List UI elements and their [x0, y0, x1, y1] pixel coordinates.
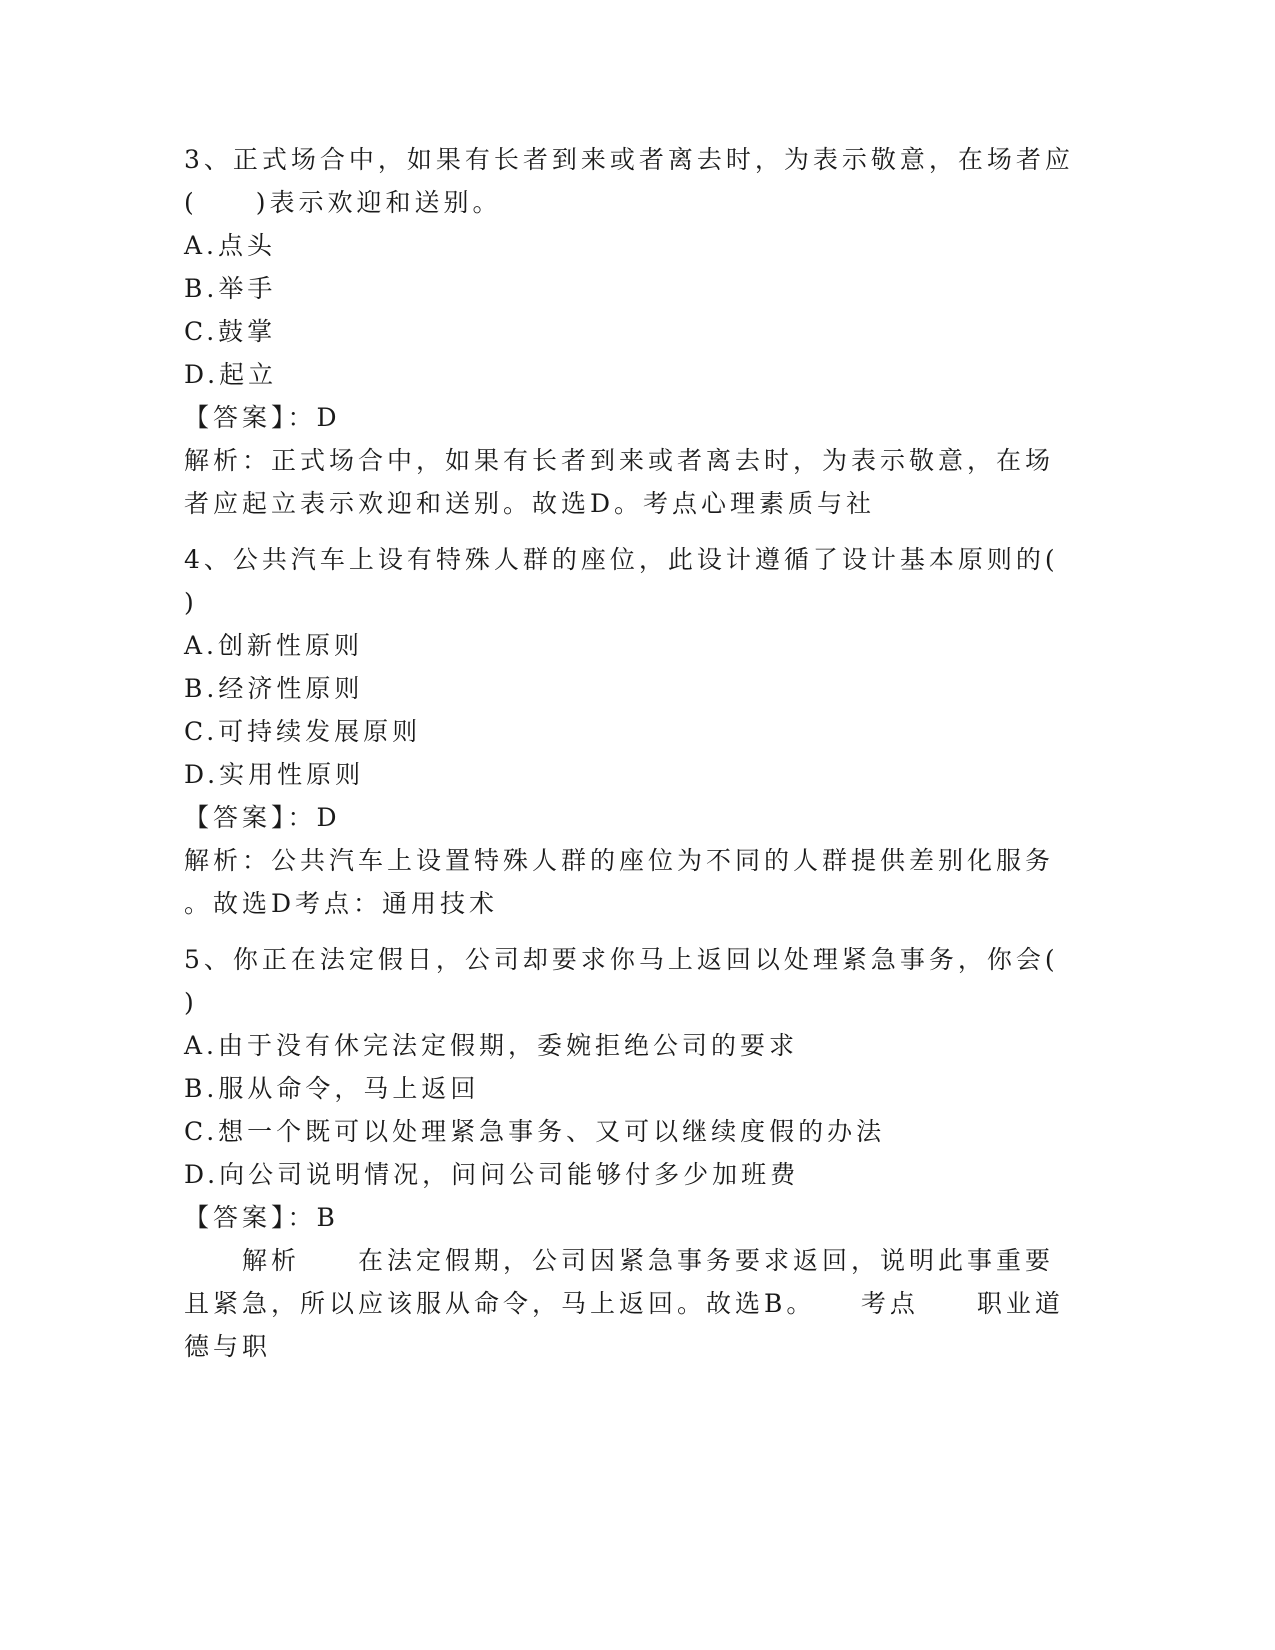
answer: 【答案】：D: [184, 403, 341, 432]
analysis-text: 且紧急，所以应该服从命令，马上返回。故选B。 考点 职业道: [184, 1289, 1064, 1318]
option-a: A.创新性原则: [184, 631, 364, 660]
option-b: B.举手: [184, 274, 277, 303]
question-text: ): [184, 988, 198, 1017]
option-d: D.起立: [184, 360, 278, 389]
option-d: D.实用性原则: [184, 760, 365, 789]
spacer: [184, 525, 1084, 538]
option-b: B.经济性原则: [184, 674, 364, 703]
analysis-text: 解析：公共汽车上设置特殊人群的座位为不同的人群提供差别化服务: [184, 846, 1055, 875]
question-text: 3、正式场合中，如果有长者到来或者离去时，为表示敬意，在场者应: [184, 145, 1074, 174]
analysis-text: 者应起立表示欢迎和送别。故选D。考点心理素质与社: [184, 489, 876, 518]
question-3: [184, 138, 1084, 525]
analysis-text: 德与职: [184, 1332, 272, 1361]
question-text: 4、公共汽车上设有特殊人群的座位，此设计遵循了设计基本原则的(: [184, 545, 1059, 574]
document-page: [184, 138, 1084, 1368]
question-5: [184, 938, 1084, 1368]
question-text: ): [184, 588, 198, 617]
analysis-text: 解析 在法定假期，公司因紧急事务要求返回，说明此事重要: [184, 1246, 1055, 1275]
option-c: C.可持续发展原则: [184, 717, 422, 746]
answer: 【答案】：D: [184, 803, 341, 832]
spacer: [184, 925, 1084, 938]
analysis-text: 。故选D考点：通用技术: [184, 889, 499, 918]
option-a: A.由于没有休完法定假期，委婉拒绝公司的要求: [184, 1031, 799, 1060]
option-a: A.点头: [184, 231, 277, 260]
analysis-text: 解析：正式场合中，如果有长者到来或者离去时，为表示敬意，在场: [184, 446, 1055, 475]
question-text: ( )表示欢迎和送别。: [184, 188, 502, 217]
answer: 【答案】：B: [184, 1203, 339, 1232]
option-c: C.鼓掌: [184, 317, 277, 346]
question-4: [184, 538, 1084, 925]
option-d: D.向公司说明情况，问问公司能够付多少加班费: [184, 1160, 800, 1189]
question-text: 5、你正在法定假日，公司却要求你马上返回以处理紧急事务，你会(: [184, 945, 1059, 974]
option-b: B.服从命令，马上返回: [184, 1074, 480, 1103]
option-c: C.想一个既可以处理紧急事务、又可以继续度假的办法: [184, 1117, 886, 1146]
